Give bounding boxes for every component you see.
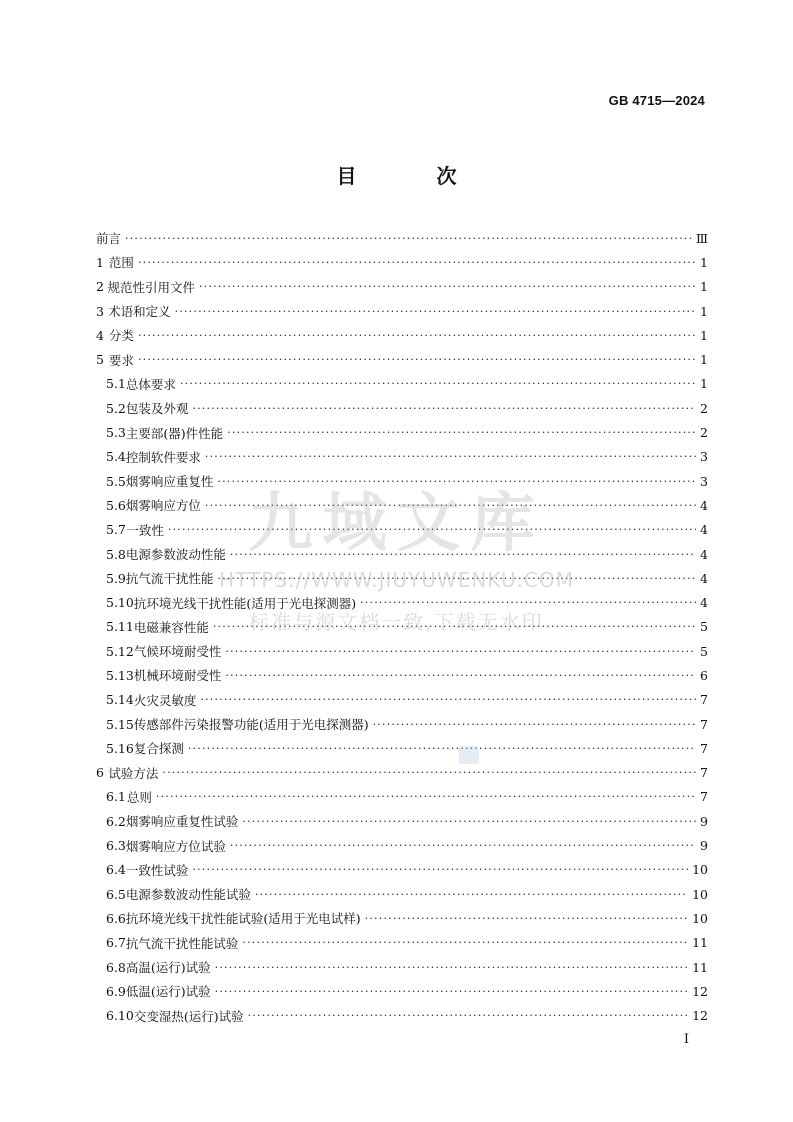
toc-entry-label: 烟雾响应重复性试验 [125, 814, 239, 830]
toc-entry[interactable] [96, 323, 708, 347]
toc-entry-label: 气候环境耐受性 [133, 644, 222, 660]
dot-leader [227, 426, 696, 439]
dot-leader [217, 572, 696, 585]
toc-entry[interactable] [96, 396, 708, 420]
dot-leader [213, 620, 696, 633]
toc-entry[interactable] [96, 931, 708, 955]
toc-entry[interactable] [96, 858, 708, 882]
toc-entry-number: 2 [96, 279, 104, 295]
dot-leader [215, 985, 688, 998]
dot-leader [360, 596, 696, 609]
dot-leader [199, 280, 696, 293]
dot-leader [168, 523, 696, 536]
toc-entry-page: 4 [700, 595, 708, 611]
dot-leader [156, 790, 696, 803]
toc-entry-number: 6.7 [106, 935, 126, 951]
dot-leader [365, 912, 688, 925]
dot-leader [373, 718, 696, 731]
toc-entry-label: 术语和定义 [108, 304, 171, 320]
toc-entry-label: 控制软件要求 [125, 449, 201, 465]
dot-leader [242, 815, 696, 828]
toc-entry[interactable] [96, 469, 708, 493]
toc-entry-label: 分类 [108, 328, 134, 344]
toc-entry[interactable] [96, 275, 708, 299]
toc-entry[interactable] [96, 906, 708, 930]
toc-entry-label: 电源参数波动性能 [125, 547, 226, 562]
toc-entry-page: 6 [700, 667, 708, 683]
toc-entry[interactable] [96, 639, 708, 663]
dot-leader [175, 305, 696, 318]
toc-entry-page: Ⅲ [695, 230, 708, 246]
dot-leader [200, 693, 696, 706]
toc-entry-page: 7 [700, 716, 708, 732]
toc-entry[interactable] [96, 955, 708, 979]
dot-leader [225, 645, 696, 658]
toc-entry-number: 1 [96, 254, 104, 270]
toc-entry[interactable] [96, 372, 708, 396]
toc-entry-number: 5.7 [106, 522, 126, 538]
toc-entry-page: 12 [692, 1008, 708, 1024]
toc-entry-label: 烟雾响应方位试验 [125, 838, 226, 854]
toc-entry-label: 火灾灵敏度 [133, 692, 197, 708]
toc-entry-number: 5.16 [106, 740, 134, 756]
toc-entry[interactable] [96, 882, 708, 906]
toc-entry-label: 电源参数波动性能试验 [125, 887, 251, 903]
toc-entry-label: 要求 [108, 352, 134, 368]
toc-entry-number: 5 [96, 352, 104, 368]
dot-leader [138, 353, 696, 366]
dot-leader [242, 936, 688, 949]
toc-entry-number: 5.5 [106, 473, 126, 489]
toc-entry[interactable] [96, 518, 708, 542]
page-number: I [683, 1032, 689, 1047]
toc-entry[interactable] [96, 979, 708, 1003]
dot-leader [188, 742, 696, 755]
toc-entry-number: 6.3 [106, 838, 126, 854]
dot-leader [125, 232, 692, 245]
toc-entry-page: 4 [700, 522, 708, 538]
toc-entry-number: 5.14 [106, 692, 134, 708]
toc-entry-label: 交变湿热(运行)试验 [133, 1008, 244, 1024]
toc-entry[interactable] [96, 445, 708, 469]
toc-entry[interactable] [96, 347, 708, 371]
toc-entry-page: 7 [700, 740, 708, 756]
toc-entry-label: 前言 [96, 231, 122, 247]
toc-entry-label: 抗气流干扰性能 [125, 571, 214, 587]
toc-entry-number: 6 [96, 765, 104, 781]
toc-entry-page: 4 [700, 570, 708, 586]
toc-entry-label: 传感部件污染报警功能(适用于光电探测器) [133, 717, 369, 733]
toc-entry-label: 范围 [108, 255, 134, 271]
watermark-url: HTTPS://WWW.JIUYUWENKU.COM [219, 568, 574, 592]
toc-entry-label: 抗气流干扰性能试验 [125, 935, 239, 951]
dot-leader [255, 888, 688, 901]
toc-entry-page: 5 [700, 643, 708, 659]
toc-entry[interactable] [96, 809, 708, 833]
toc-entry-number: 5.13 [106, 667, 134, 683]
dot-leader [225, 669, 696, 682]
toc-entry-page: 3 [700, 449, 708, 465]
toc-entry[interactable] [96, 250, 708, 274]
toc-entry-page: 10 [692, 862, 708, 878]
toc-entry-label: 一致性 [126, 522, 164, 538]
toc-entry-label: 电磁兼容性能 [133, 619, 209, 635]
toc-entry-number: 5.15 [106, 716, 134, 732]
toc-entry-label: 抗环境光线干扰性能(适用于光电探测器) [133, 595, 357, 611]
toc-entry-page: 1 [700, 352, 708, 368]
toc-entry-page: 11 [692, 935, 708, 951]
table-of-contents [96, 226, 708, 1028]
toc-entry-page: 2 [700, 425, 708, 441]
dot-leader [248, 1009, 688, 1022]
toc-entry-number: 5.2 [106, 400, 126, 416]
toc-entry-label: 一致性试验 [125, 862, 189, 878]
toc-entry-number: 5.9 [106, 570, 126, 586]
watermark-badge-icon [459, 746, 479, 764]
toc-entry-number: 6.10 [106, 1008, 134, 1024]
toc-entry-label: 抗环境光线干扰性能试验(适用于光电试样) [125, 911, 361, 927]
toc-entry-page: 1 [700, 327, 708, 343]
toc-entry-number: 6.6 [106, 910, 126, 926]
toc-entry-label: 高温(运行)试验 [125, 960, 211, 976]
toc-entry-number: 3 [96, 303, 104, 319]
standard-code: GB 4715—2024 [608, 93, 705, 108]
toc-entry-page: 9 [700, 813, 708, 829]
toc-entry[interactable] [96, 761, 708, 785]
toc-entry-number: 6.8 [106, 959, 126, 975]
dot-leader [192, 863, 688, 876]
toc-entry-label: 机械环境耐受性 [133, 668, 222, 684]
toc-entry[interactable] [96, 590, 708, 614]
dot-leader [205, 499, 696, 512]
toc-entry[interactable] [96, 736, 708, 760]
toc-entry-page: 1 [700, 254, 708, 270]
toc-entry-number: 5.4 [106, 449, 126, 465]
toc-entry-label: 复合探测 [133, 741, 184, 757]
toc-entry-label: 总则 [126, 789, 152, 805]
toc-entry-page: 10 [692, 910, 708, 926]
toc-entry[interactable] [96, 493, 708, 517]
toc-entry[interactable] [96, 615, 708, 639]
toc-entry-page: 7 [700, 789, 708, 805]
toc-entry-page: 7 [700, 765, 708, 781]
toc-entry-page: 4 [700, 497, 708, 513]
toc-entry-number: 6.4 [106, 862, 126, 878]
dot-leader [230, 839, 696, 852]
dot-leader [217, 475, 696, 488]
toc-entry[interactable] [96, 542, 708, 566]
page-title: 目 次 [336, 164, 487, 188]
toc-entry-number: 4 [96, 327, 104, 343]
toc-entry-page: 1 [700, 376, 708, 392]
watermark-slogan: 标准与源文档一致,下载无水印 [249, 610, 544, 634]
dot-leader [180, 377, 696, 390]
toc-entry-label: 总体要求 [125, 376, 176, 392]
toc-entry[interactable] [96, 833, 708, 857]
toc-entry[interactable] [96, 299, 708, 323]
toc-entry-label: 主要部(器)件性能 [125, 425, 224, 441]
toc-entry[interactable] [96, 566, 708, 590]
toc-entry[interactable] [96, 226, 708, 250]
toc-entry-number: 6.5 [106, 886, 126, 902]
toc-entry[interactable] [96, 420, 708, 444]
dot-leader [192, 402, 696, 415]
dot-leader [138, 256, 696, 269]
toc-entry[interactable] [96, 1004, 708, 1028]
toc-entry[interactable] [96, 785, 708, 809]
toc-entry-page: 2 [700, 400, 708, 416]
toc-entry-page: 4 [700, 546, 708, 562]
toc-entry-page: 1 [700, 303, 708, 319]
toc-entry-label: 低温(运行)试验 [125, 984, 211, 1000]
dot-leader [205, 450, 696, 463]
toc-entry-number: 5.11 [106, 619, 134, 635]
dot-leader [215, 961, 688, 974]
toc-entry-page: 11 [692, 959, 708, 975]
toc-entry-label: 包装及外观 [125, 401, 189, 417]
toc-entry-number: 6.9 [106, 983, 126, 999]
dot-leader [162, 766, 696, 779]
toc-entry-number: 5.12 [106, 643, 134, 659]
toc-entry-page: 7 [700, 692, 708, 708]
toc-entry-label: 试验方法 [108, 765, 159, 781]
toc-entry-number: 5.1 [106, 376, 126, 392]
toc-entry[interactable] [96, 663, 708, 687]
toc-entry-label: 规范性引用文件 [107, 279, 196, 295]
toc-entry-label: 烟雾响应方位 [125, 498, 201, 514]
toc-entry[interactable] [96, 712, 708, 736]
toc-entry-page: 9 [700, 838, 708, 854]
toc-entry-page: 5 [700, 619, 708, 635]
toc-entry-label: 烟雾响应重复性 [125, 474, 214, 490]
watermark-main: 九域文库 [248, 487, 545, 561]
dot-leader [138, 329, 696, 342]
dot-leader [230, 548, 696, 561]
toc-entry-number: 5.3 [106, 425, 126, 441]
toc-entry-number: 5.10 [106, 595, 134, 611]
toc-entry-number: 5.8 [106, 546, 126, 562]
toc-entry-page: 12 [692, 983, 708, 999]
toc-entry-page: 1 [700, 279, 708, 295]
toc-entry-page: 10 [692, 886, 708, 902]
toc-entry-page: 3 [700, 473, 708, 489]
toc-entry-number: 6.1 [106, 789, 126, 805]
toc-entry-number: 5.6 [106, 497, 126, 513]
toc-entry[interactable] [96, 688, 708, 712]
toc-entry-number: 6.2 [106, 813, 126, 829]
